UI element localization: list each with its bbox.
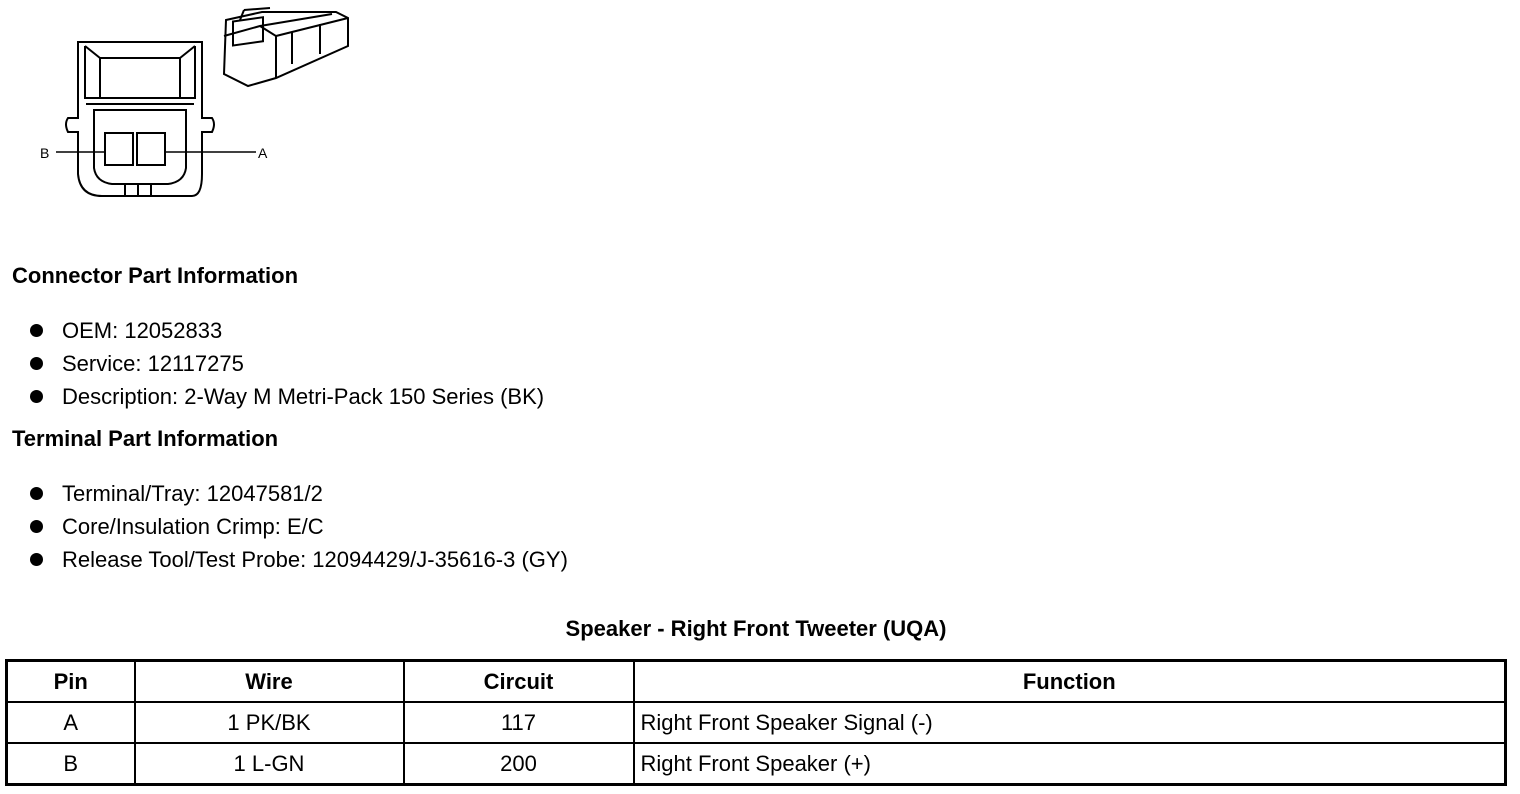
terminal-part-info-list — [30, 477, 568, 576]
pin-label-b: B — [40, 145, 50, 161]
table-row — [7, 702, 1506, 743]
list-item — [30, 314, 544, 347]
cell-pin: A — [7, 702, 135, 743]
bullet-icon — [30, 390, 43, 403]
bullet-icon — [30, 324, 43, 337]
header-circuit: Circuit — [404, 661, 634, 703]
list-item-text: Service: 12117275 — [62, 351, 244, 376]
connector-drawing — [30, 6, 370, 206]
terminal-part-info-heading: Terminal Part Information — [12, 426, 279, 451]
bullet-icon — [30, 487, 43, 500]
cell-wire: 1 PK/BK — [135, 702, 404, 743]
cell-function: Right Front Speaker (+) — [634, 743, 1506, 785]
cell-circuit: 200 — [404, 743, 634, 785]
list-item — [30, 477, 568, 510]
pin-table — [5, 659, 1507, 786]
list-item — [30, 510, 568, 543]
list-item-text: Release Tool/Test Probe: 12094429/J-35616-3 (GY) — [62, 547, 568, 572]
list-item-text: OEM: 12052833 — [62, 318, 223, 343]
cell-function: Right Front Speaker Signal (-) — [634, 702, 1506, 743]
cell-wire: 1 L-GN — [135, 743, 404, 785]
list-item — [30, 347, 544, 380]
bullet-icon — [30, 357, 43, 370]
connector-part-info-list — [30, 314, 544, 413]
pin-label-a: A — [258, 145, 268, 161]
header-function: Function — [634, 661, 1506, 703]
table-header-row — [7, 661, 1506, 703]
cell-circuit: 117 — [404, 702, 634, 743]
list-item-text: Core/Insulation Crimp: E/C — [62, 514, 324, 539]
connector-illustration — [30, 6, 370, 211]
header-wire: Wire — [135, 661, 404, 703]
list-item — [30, 543, 568, 576]
list-item — [30, 380, 544, 413]
table-title: Speaker - Right Front Tweeter (UQA) — [565, 616, 947, 641]
table-row — [7, 743, 1506, 785]
list-item-text: Description: 2-Way M Metri-Pack 150 Series (BK) — [62, 384, 545, 409]
connector-part-info-heading: Connector Part Information — [12, 263, 299, 288]
bullet-icon — [30, 553, 43, 566]
list-item-text: Terminal/Tray: 12047581/2 — [62, 481, 323, 506]
header-pin: Pin — [7, 661, 135, 703]
cell-pin: B — [7, 743, 135, 785]
bullet-icon — [30, 520, 43, 533]
